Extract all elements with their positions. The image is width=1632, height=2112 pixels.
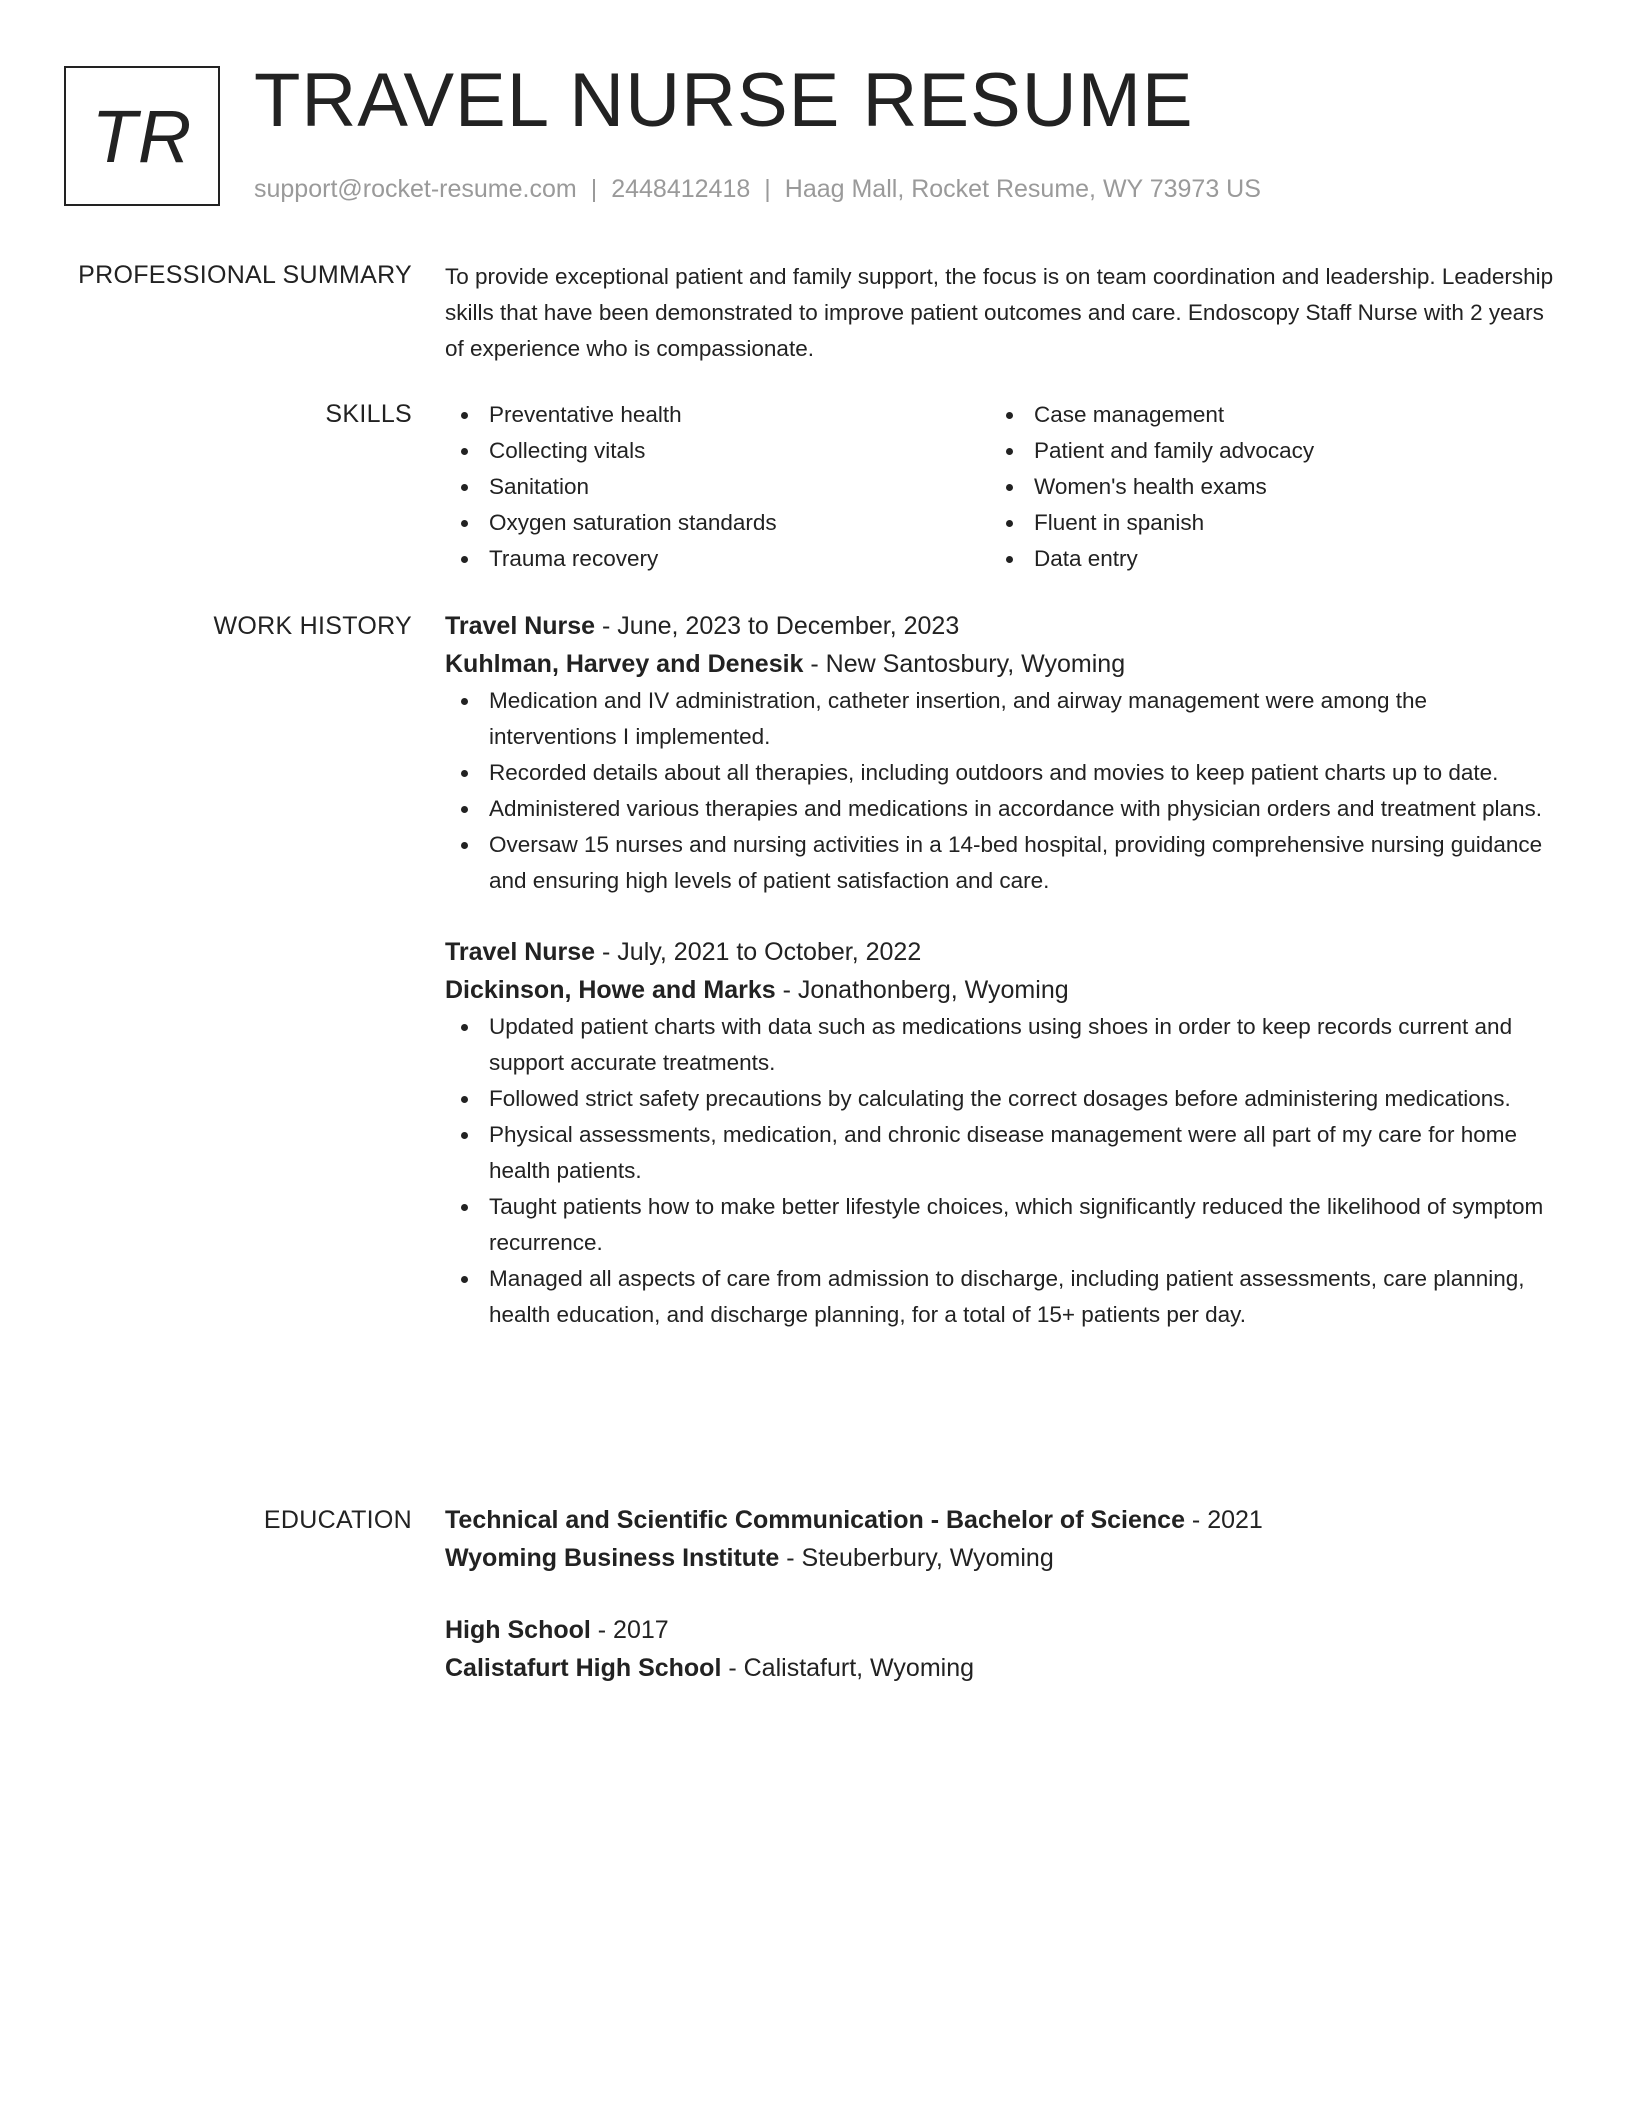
skill-item: Case management xyxy=(990,397,1535,433)
education-body xyxy=(445,1501,1555,1687)
school-line xyxy=(445,1649,1555,1687)
contact-email: support@rocket-resume.com xyxy=(254,175,577,203)
skill-item: Women's health exams xyxy=(990,469,1535,505)
job-title: Travel Nurse xyxy=(445,612,596,640)
duty-item: Medication and IV administration, catheter insertion, and airway management were among the interventions I implemented. xyxy=(445,683,1555,755)
job-company-line xyxy=(445,971,1555,1009)
degree: High School xyxy=(445,1616,591,1644)
section-heading-education: EDUCATION xyxy=(263,1506,412,1534)
school-name: Calistafurt High School xyxy=(445,1654,722,1682)
education-entry xyxy=(445,1501,1555,1577)
job-company-line xyxy=(445,645,1555,683)
job-title-line xyxy=(445,607,1555,645)
school-location: - Calistafurt, Wyoming xyxy=(721,1654,975,1682)
duty-item: Oversaw 15 nurses and nursing activities in a 14-bed hospital, providing comprehensive nursing guidance and ensuring high levels of patient satisfaction and care. xyxy=(445,827,1555,899)
skill-item: Collecting vitals xyxy=(445,433,990,469)
degree-line xyxy=(445,1611,1555,1649)
graduation-year: - 2017 xyxy=(590,1616,669,1644)
duty-item: Followed strict safety precautions by calculating the correct dosages before administering medications. xyxy=(445,1081,1555,1117)
job-dates: - June, 2023 to December, 2023 xyxy=(595,612,960,640)
skills-column-2 xyxy=(990,397,1535,577)
skills-body xyxy=(445,397,1555,577)
school-location: - Steuberbury, Wyoming xyxy=(779,1544,1054,1572)
monogram-badge: TR xyxy=(64,66,220,206)
skill-item: Data entry xyxy=(990,541,1535,577)
contact-separator: | xyxy=(764,175,771,203)
skill-item: Preventative health xyxy=(445,397,990,433)
duty-item: Physical assessments, medication, and chronic disease management were all part of my care for home health patients. xyxy=(445,1117,1555,1189)
school-name: Wyoming Business Institute xyxy=(445,1544,780,1572)
section-heading-skills: SKILLS xyxy=(325,400,412,428)
job-title-line xyxy=(445,933,1555,971)
job-company: Kuhlman, Harvey and Denesik xyxy=(445,650,804,678)
contact-phone: 2448412418 xyxy=(611,175,751,203)
job-title: Travel Nurse xyxy=(445,938,596,966)
contact-separator: | xyxy=(590,175,598,203)
summary-text: To provide exceptional patient and family support, the focus is on team coordination and leadership. Leadership skills that have been demonstrated to improve patient outcomes and care. Endoscopy Staff Nurse with 2 years of experience who is compassionate. xyxy=(445,264,1554,361)
skill-item: Patient and family advocacy xyxy=(990,433,1535,469)
skill-item: Trauma recovery xyxy=(445,541,990,577)
job-duties xyxy=(445,683,1555,899)
summary-body xyxy=(445,259,1555,367)
skills-column-1 xyxy=(445,397,990,577)
contact-address: Haag Mall, Rocket Resume, WY 73973 US xyxy=(784,175,1261,203)
job-dates: - July, 2021 to October, 2022 xyxy=(595,938,922,966)
duty-item: Taught patients how to make better lifestyle choices, which significantly reduced the likelihood of symptom recurrence. xyxy=(445,1189,1555,1261)
contact-line xyxy=(254,172,1261,206)
duty-item: Recorded details about all therapies, including outdoors and movies to keep patient charts up to date. xyxy=(445,755,1555,791)
section-heading-work-history: WORK HISTORY xyxy=(213,612,412,640)
duty-item: Managed all aspects of care from admission to discharge, including patient assessments, care planning, health education, and discharge planning, for a total of 15+ patients per day. xyxy=(445,1261,1555,1333)
degree: Technical and Scientific Communication - Bachelor of Science xyxy=(445,1506,1185,1534)
skill-item: Fluent in spanish xyxy=(990,505,1535,541)
education-entry xyxy=(445,1611,1555,1687)
job-entry xyxy=(445,607,1555,899)
skill-item: Sanitation xyxy=(445,469,990,505)
job-company: Dickinson, Howe and Marks xyxy=(445,976,776,1004)
page-title: TRAVEL NURSE RESUME xyxy=(254,58,1194,143)
job-entry xyxy=(445,933,1555,1333)
job-location: - Jonathonberg, Wyoming xyxy=(775,976,1069,1004)
duty-item: Administered various therapies and medications in accordance with physician orders and treatment plans. xyxy=(445,791,1555,827)
section-heading-summary: PROFESSIONAL SUMMARY xyxy=(78,261,412,289)
work-history-body xyxy=(445,607,1555,1333)
job-duties xyxy=(445,1009,1555,1333)
duty-item: Updated patient charts with data such as medications using shoes in order to keep records current and support accurate treatments. xyxy=(445,1009,1555,1081)
skill-item: Oxygen saturation standards xyxy=(445,505,990,541)
graduation-year: - 2021 xyxy=(1184,1506,1263,1534)
school-line xyxy=(445,1539,1555,1577)
degree-line xyxy=(445,1501,1555,1539)
job-location: - New Santosbury, Wyoming xyxy=(803,650,1126,678)
